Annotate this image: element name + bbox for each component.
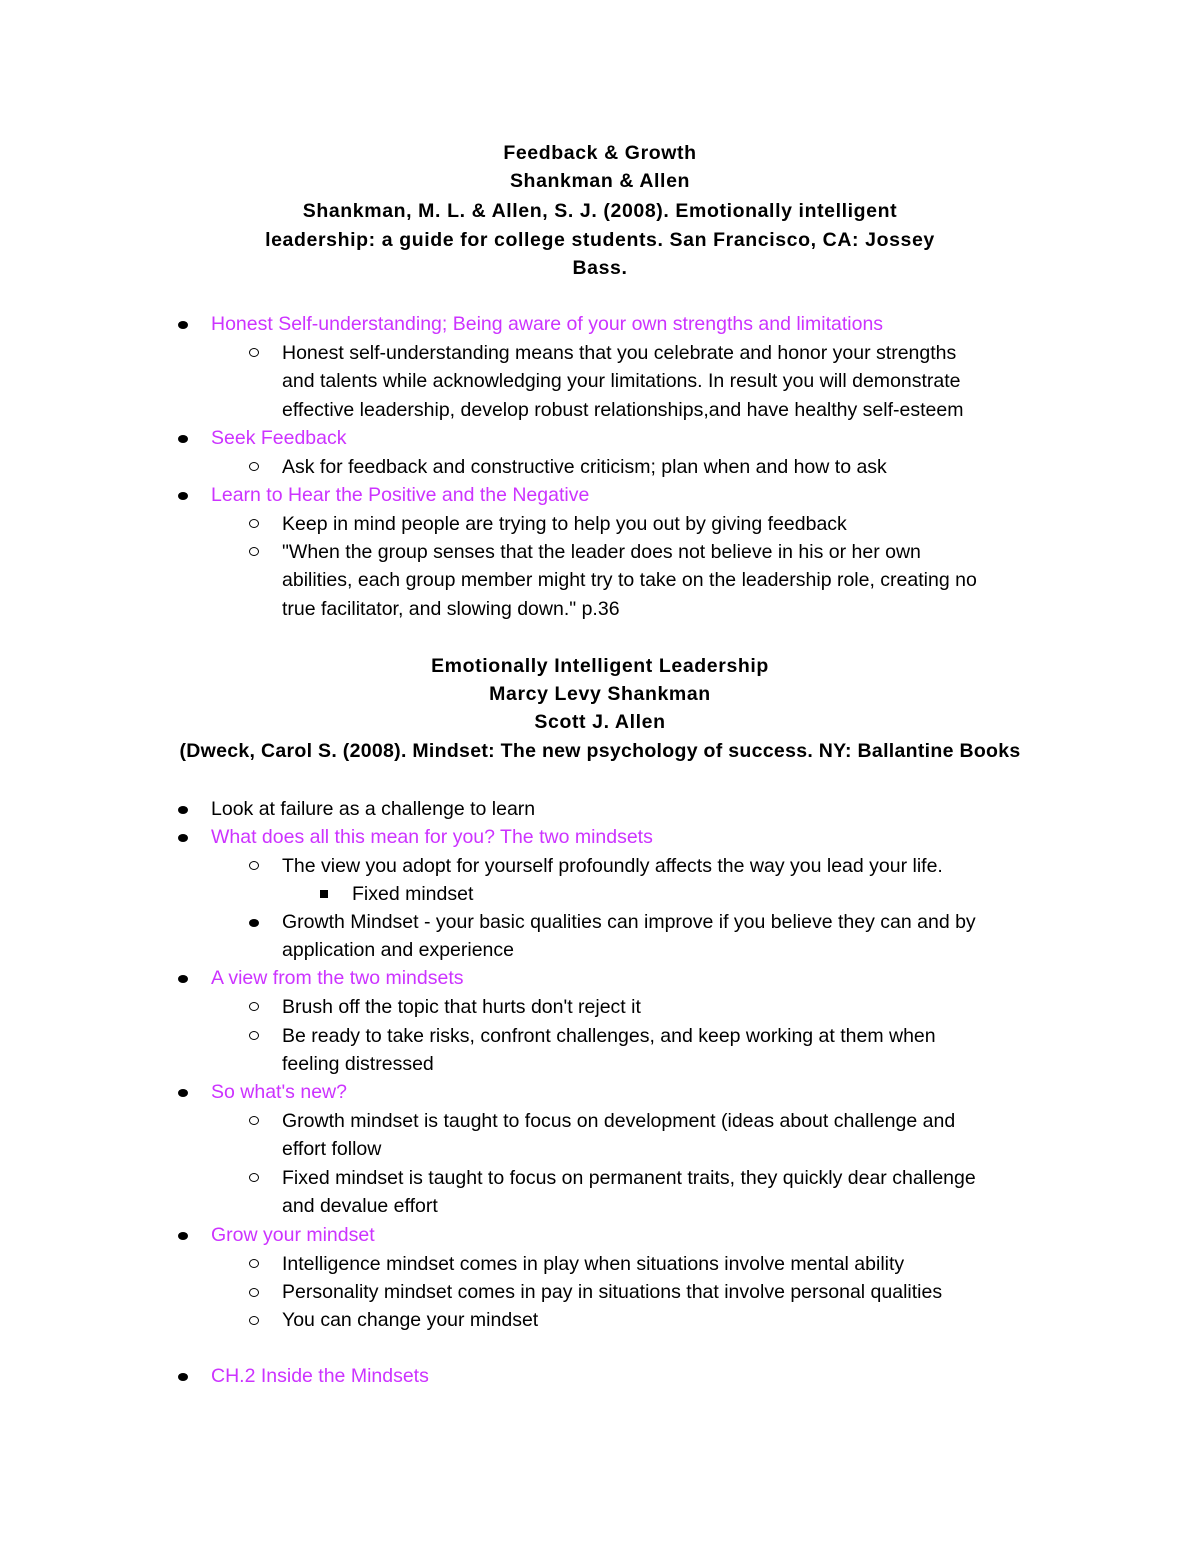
bullet-circle-icon [249,1173,259,1182]
list-item-heading: Grow your mindset [211,1224,375,1246]
bullet-disc-icon [178,321,188,329]
list-item-text: Keep in mind people are trying to help you out by giving feedback [282,513,847,535]
bullet-disc-icon [178,806,188,814]
list-item-text: abilities, each group member might try to take on the leadership role, creating no [282,569,977,591]
list-item-text: Ask for feedback and constructive criticism; plan when and how to ask [282,456,887,478]
bullet-disc-icon [249,919,259,927]
list-item-text: application and experience [282,939,515,961]
list-item-heading: Seek Feedback [211,427,347,449]
bullet-disc-icon [178,1232,188,1240]
list-item-heading: What does all this mean for you? The two mindsets [211,826,653,848]
bullet-circle-icon [249,1031,259,1040]
section1-citation-line1: Shankman, M. L. & Allen, S. J. (2008). Emotionally intelligent [302,200,898,222]
bullet-circle-icon [249,547,259,556]
list-item-text: Personality mindset comes in pay in situations that involve personal qualities [282,1281,943,1303]
list-item-text: Growth mindset is taught to focus on development (ideas about challenge and [282,1110,956,1132]
list-item-heading: CH.2 Inside the Mindsets [211,1365,429,1387]
bullet-disc-icon [178,1089,188,1097]
list-item-text: Look at failure as a challenge to learn [211,798,536,820]
bullet-disc-icon [178,435,188,443]
list-item-text: Intelligence mindset comes in play when situations involve mental ability [282,1253,905,1275]
list-item-text: You can change your mindset [282,1309,539,1331]
list-item-text: Fixed mindset [352,883,474,905]
bullet-circle-icon [249,861,259,870]
bullet-circle-icon [249,1002,259,1011]
list-item-text: The view you adopt for yourself profoundly affects the way you lead your life. [282,855,943,877]
list-item-text: Growth Mindset - your basic qualities can improve if you believe they can and by [282,911,976,933]
list-item-text: effective leadership, develop robust relationships,and have healthy self-esteem [282,399,964,421]
bullet-disc-icon [178,1373,188,1381]
bullet-circle-icon [249,1259,259,1268]
list-item-text: "When the group senses that the leader does not believe in his or her own [282,541,921,563]
bullet-disc-icon [178,492,188,500]
bullet-circle-icon [249,1316,259,1325]
list-item-text: Honest self-understanding means that you celebrate and honor your strengths [282,342,957,364]
list-item-text: feeling distressed [282,1053,434,1075]
list-item-text: and talents while acknowledging your limitations. In result you will demonstrate [282,370,961,392]
section2-citation: (Dweck, Carol S. (2008). Mindset: The new psychology of success. NY: Ballantine Books [179,740,1021,762]
list-item-text: and devalue effort [282,1195,438,1217]
list-item-heading: A view from the two mindsets [211,967,464,989]
bullet-circle-icon [249,348,259,357]
bullet-circle-icon [249,1288,259,1297]
list-item-text: Be ready to take risks, confront challenges, and keep working at them when [282,1025,936,1047]
list-item-text: Fixed mindset is taught to focus on permanent traits, they quickly dear challenge [282,1167,976,1189]
list-item-heading: Learn to Hear the Positive and the Negative [211,484,590,506]
section2-author1: Marcy Levy Shankman [489,683,711,705]
bullet-circle-icon [249,519,259,528]
list-item-text: true facilitator, and slowing down." p.36 [282,598,620,620]
bullet-disc-icon [178,975,188,983]
section1-title: Feedback & Growth [503,142,697,164]
list-item-text: Brush off the topic that hurts don't reject it [282,996,641,1018]
section2-author2: Scott J. Allen [534,711,666,733]
bullet-circle-icon [249,1116,259,1125]
section2-title: Emotionally Intelligent Leadership [431,655,769,677]
bullet-square-icon [320,890,328,898]
section1-citation-line3: Bass. [572,257,628,279]
bullet-disc-icon [178,834,188,842]
bullet-circle-icon [249,462,259,471]
list-item-heading: Honest Self-understanding; Being aware of your own strengths and limitations [211,313,884,335]
section1-authors: Shankman & Allen [509,170,691,192]
list-item-text: effort follow [282,1138,382,1160]
section1-citation-line2: leadership: a guide for college students. San Francisco, CA: Jossey [265,229,935,251]
list-item-heading: So what's new? [211,1081,347,1103]
